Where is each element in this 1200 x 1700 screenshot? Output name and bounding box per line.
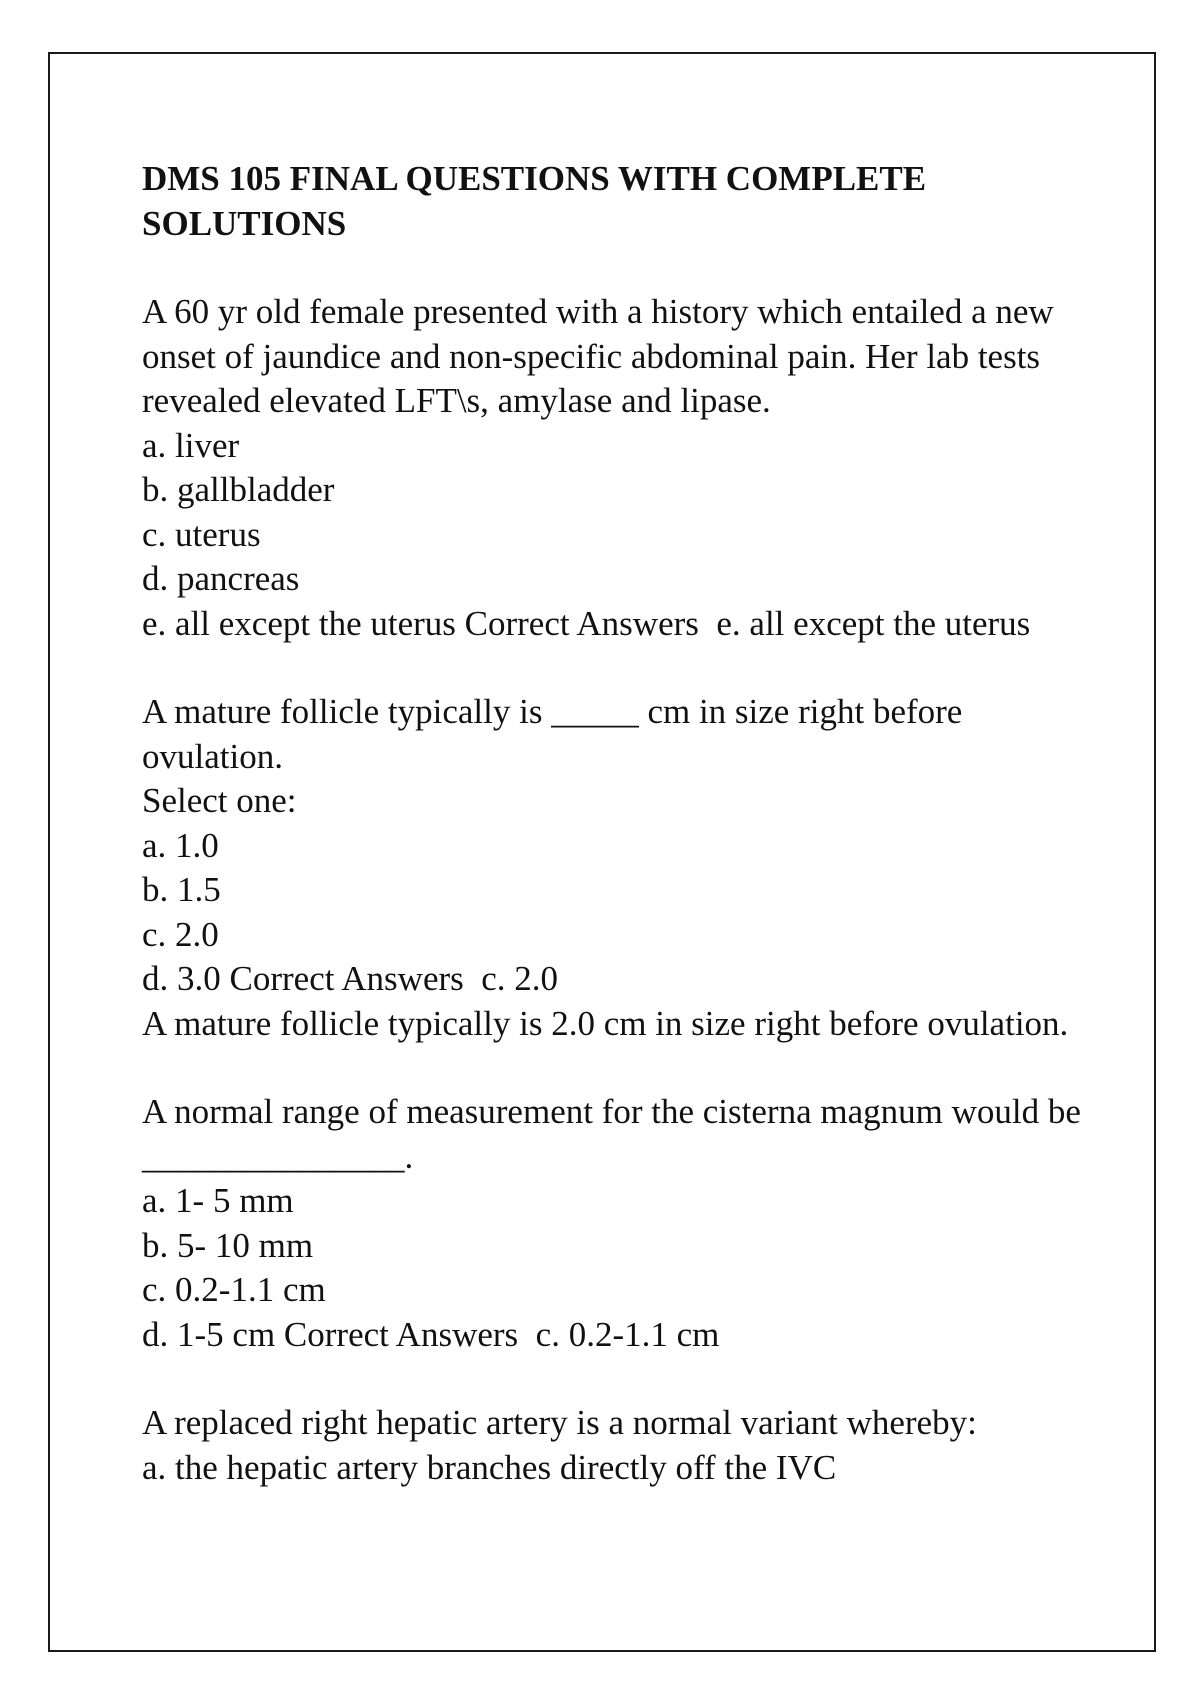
answer-option: b. 5- 10 mm [142,1225,314,1265]
question-prompt: A mature follicle typically is _____ cm in size right before ovulation. [142,692,972,776]
answer-option: c. uterus [142,514,261,554]
answer-option: a. 1- 5 mm [142,1181,294,1220]
answer-option-with-correct-answer: d. 3.0 Correct Answers c. 2.0 [142,959,559,998]
answer-option-with-correct-answer: d. 1-5 cm Correct Answers c. 0.2-1.1 cm [142,1314,720,1354]
answer-option: b. gallbladder [142,470,335,509]
answer-option: a. 1.0 [142,825,219,865]
question-prompt: A replaced right hepatic artery is a normal variant whereby: [142,1403,977,1442]
question-4 [142,1401,1082,1490]
question-2 [142,690,1082,1046]
answer-option: d. pancreas [142,559,300,598]
answer-option: a. liver [142,425,240,465]
question-3 [142,1090,1090,1357]
answer-option: b. 1.5 [142,870,221,909]
select-one-note: Select one: [142,781,297,820]
answer-option: c. 0.2-1.1 cm [142,1270,326,1309]
question-1 [142,290,1082,646]
answer-option: c. 2.0 [142,914,219,954]
answer-option-with-correct-answer: e. all except the uterus Correct Answers e. all except the uterus [142,603,1031,643]
document-title: DMS 105 FINAL QUESTIONS WITH COMPLETE SOLUTIONS [142,159,927,243]
answer-explanation: A mature follicle typically is 2.0 cm in size right before ovulation. [142,1003,1069,1043]
question-prompt: A normal range of measurement for the cisterna magnum would be _______________. [142,1092,1090,1176]
answer-option: a. the hepatic artery branches directly off the IVC [142,1447,837,1487]
document-content [142,156,1090,1490]
question-prompt: A 60 yr old female presented with a history which entailed a new onset of jaundice and non-specific abdominal pain. Her lab tests revealed elevated LFT\s, amylase and lipase. [142,292,1063,420]
